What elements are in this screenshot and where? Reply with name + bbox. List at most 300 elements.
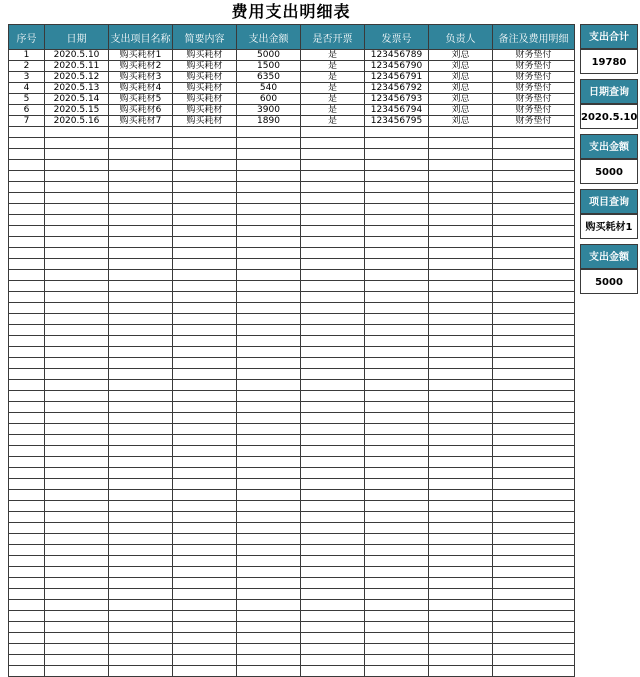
empty-cell[interactable] — [173, 149, 237, 160]
empty-cell[interactable] — [365, 666, 429, 677]
empty-cell[interactable] — [237, 446, 301, 457]
empty-cell[interactable] — [429, 149, 493, 160]
empty-cell[interactable] — [173, 182, 237, 193]
empty-cell[interactable] — [109, 391, 173, 402]
empty-cell[interactable] — [237, 380, 301, 391]
empty-cell[interactable] — [109, 193, 173, 204]
empty-cell[interactable] — [301, 160, 365, 171]
empty-cell[interactable] — [301, 171, 365, 182]
cell-date[interactable]: 2020.5.12 — [45, 72, 109, 83]
empty-cell[interactable] — [173, 325, 237, 336]
empty-cell[interactable] — [237, 127, 301, 138]
empty-cell[interactable] — [365, 314, 429, 325]
cell-owner[interactable]: 刘总 — [429, 50, 493, 61]
cell-date[interactable]: 2020.5.14 — [45, 94, 109, 105]
empty-cell[interactable] — [237, 391, 301, 402]
empty-cell[interactable] — [493, 281, 575, 292]
empty-cell[interactable] — [109, 259, 173, 270]
empty-cell[interactable] — [109, 446, 173, 457]
empty-cell[interactable] — [429, 358, 493, 369]
empty-cell[interactable] — [301, 622, 365, 633]
empty-cell[interactable] — [173, 512, 237, 523]
empty-cell[interactable] — [365, 237, 429, 248]
cell-item-name[interactable]: 购买耗材5 — [109, 94, 173, 105]
empty-cell[interactable] — [301, 435, 365, 446]
empty-cell[interactable] — [9, 578, 45, 589]
cell-owner[interactable]: 刘总 — [429, 83, 493, 94]
empty-cell[interactable] — [109, 512, 173, 523]
empty-cell[interactable] — [109, 336, 173, 347]
empty-cell[interactable] — [109, 644, 173, 655]
empty-cell[interactable] — [365, 600, 429, 611]
empty-cell[interactable] — [45, 292, 109, 303]
empty-cell[interactable] — [45, 501, 109, 512]
empty-cell[interactable] — [109, 523, 173, 534]
empty-cell[interactable] — [173, 160, 237, 171]
empty-cell[interactable] — [9, 391, 45, 402]
empty-cell[interactable] — [429, 655, 493, 666]
empty-cell[interactable] — [173, 237, 237, 248]
empty-cell[interactable] — [45, 589, 109, 600]
col-header-amount[interactable]: 支出金额 — [237, 25, 301, 50]
empty-cell[interactable] — [365, 303, 429, 314]
empty-cell[interactable] — [365, 380, 429, 391]
empty-cell[interactable] — [493, 556, 575, 567]
empty-cell[interactable] — [9, 633, 45, 644]
empty-cell[interactable] — [109, 457, 173, 468]
cell-index[interactable]: 2 — [9, 61, 45, 72]
empty-cell[interactable] — [173, 369, 237, 380]
cell-index[interactable]: 7 — [9, 116, 45, 127]
empty-cell[interactable] — [429, 160, 493, 171]
empty-cell[interactable] — [45, 534, 109, 545]
empty-cell[interactable] — [173, 336, 237, 347]
empty-cell[interactable] — [493, 303, 575, 314]
empty-cell[interactable] — [237, 303, 301, 314]
empty-cell[interactable] — [9, 611, 45, 622]
empty-cell[interactable] — [365, 259, 429, 270]
empty-cell[interactable] — [301, 270, 365, 281]
empty-cell[interactable] — [109, 468, 173, 479]
cell-invoiced[interactable]: 是 — [301, 105, 365, 116]
empty-cell[interactable] — [9, 424, 45, 435]
cell-item-name[interactable]: 购买耗材4 — [109, 83, 173, 94]
empty-cell[interactable] — [429, 281, 493, 292]
empty-cell[interactable] — [9, 490, 45, 501]
empty-cell[interactable] — [301, 523, 365, 534]
empty-cell[interactable] — [493, 369, 575, 380]
cell-invoice-no[interactable]: 123456790 — [365, 61, 429, 72]
empty-cell[interactable] — [493, 490, 575, 501]
empty-cell[interactable] — [109, 127, 173, 138]
empty-cell[interactable] — [493, 292, 575, 303]
empty-cell[interactable] — [9, 204, 45, 215]
empty-cell[interactable] — [237, 358, 301, 369]
empty-cell[interactable] — [429, 413, 493, 424]
cell-date[interactable]: 2020.5.10 — [45, 50, 109, 61]
cell-item-name[interactable]: 购买耗材6 — [109, 105, 173, 116]
cell-summary[interactable]: 购买耗材 — [173, 72, 237, 83]
empty-cell[interactable] — [9, 303, 45, 314]
cell-date[interactable]: 2020.5.11 — [45, 61, 109, 72]
empty-cell[interactable] — [173, 523, 237, 534]
empty-cell[interactable] — [237, 204, 301, 215]
empty-cell[interactable] — [9, 380, 45, 391]
empty-cell[interactable] — [9, 622, 45, 633]
empty-cell[interactable] — [237, 270, 301, 281]
empty-cell[interactable] — [429, 479, 493, 490]
empty-cell[interactable] — [237, 347, 301, 358]
empty-cell[interactable] — [301, 336, 365, 347]
empty-cell[interactable] — [237, 589, 301, 600]
empty-cell[interactable] — [109, 281, 173, 292]
empty-cell[interactable] — [9, 589, 45, 600]
empty-cell[interactable] — [365, 655, 429, 666]
empty-cell[interactable] — [109, 655, 173, 666]
empty-cell[interactable] — [45, 237, 109, 248]
empty-cell[interactable] — [301, 567, 365, 578]
col-header-owner[interactable]: 负责人 — [429, 25, 493, 50]
cell-summary[interactable]: 购买耗材 — [173, 105, 237, 116]
cell-amount[interactable]: 1500 — [237, 61, 301, 72]
empty-cell[interactable] — [9, 281, 45, 292]
empty-cell[interactable] — [109, 413, 173, 424]
cell-index[interactable]: 5 — [9, 94, 45, 105]
empty-cell[interactable] — [365, 160, 429, 171]
empty-cell[interactable] — [365, 446, 429, 457]
empty-cell[interactable] — [301, 314, 365, 325]
empty-cell[interactable] — [9, 358, 45, 369]
empty-cell[interactable] — [9, 468, 45, 479]
empty-cell[interactable] — [365, 402, 429, 413]
empty-cell[interactable] — [301, 534, 365, 545]
empty-cell[interactable] — [301, 292, 365, 303]
empty-cell[interactable] — [173, 655, 237, 666]
cell-item-name[interactable]: 购买耗材3 — [109, 72, 173, 83]
cell-summary[interactable]: 购买耗材 — [173, 61, 237, 72]
empty-cell[interactable] — [173, 435, 237, 446]
empty-cell[interactable] — [365, 523, 429, 534]
empty-cell[interactable] — [365, 534, 429, 545]
empty-cell[interactable] — [45, 204, 109, 215]
empty-cell[interactable] — [237, 666, 301, 677]
empty-cell[interactable] — [429, 336, 493, 347]
empty-cell[interactable] — [173, 545, 237, 556]
empty-cell[interactable] — [109, 578, 173, 589]
empty-cell[interactable] — [173, 622, 237, 633]
empty-cell[interactable] — [493, 171, 575, 182]
cell-invoiced[interactable]: 是 — [301, 61, 365, 72]
empty-cell[interactable] — [429, 534, 493, 545]
empty-cell[interactable] — [429, 545, 493, 556]
empty-cell[interactable] — [45, 391, 109, 402]
empty-cell[interactable] — [9, 259, 45, 270]
empty-cell[interactable] — [365, 567, 429, 578]
empty-cell[interactable] — [365, 171, 429, 182]
empty-cell[interactable] — [429, 589, 493, 600]
empty-cell[interactable] — [109, 567, 173, 578]
empty-cell[interactable] — [9, 512, 45, 523]
empty-cell[interactable] — [237, 413, 301, 424]
empty-cell[interactable] — [365, 248, 429, 259]
empty-cell[interactable] — [173, 292, 237, 303]
cell-summary[interactable]: 购买耗材 — [173, 116, 237, 127]
empty-cell[interactable] — [237, 578, 301, 589]
cell-invoiced[interactable]: 是 — [301, 50, 365, 61]
empty-cell[interactable] — [301, 325, 365, 336]
empty-cell[interactable] — [173, 138, 237, 149]
empty-cell[interactable] — [365, 556, 429, 567]
empty-cell[interactable] — [301, 391, 365, 402]
empty-cell[interactable] — [109, 325, 173, 336]
empty-cell[interactable] — [493, 600, 575, 611]
empty-cell[interactable] — [365, 281, 429, 292]
empty-cell[interactable] — [9, 193, 45, 204]
empty-cell[interactable] — [493, 204, 575, 215]
empty-cell[interactable] — [493, 325, 575, 336]
empty-cell[interactable] — [45, 270, 109, 281]
empty-cell[interactable] — [173, 281, 237, 292]
empty-cell[interactable] — [45, 424, 109, 435]
cell-owner[interactable]: 刘总 — [429, 94, 493, 105]
empty-cell[interactable] — [429, 666, 493, 677]
cell-invoice-no[interactable]: 123456792 — [365, 83, 429, 94]
empty-cell[interactable] — [109, 270, 173, 281]
cell-summary[interactable]: 购买耗材 — [173, 50, 237, 61]
empty-cell[interactable] — [365, 545, 429, 556]
empty-cell[interactable] — [365, 512, 429, 523]
empty-cell[interactable] — [365, 149, 429, 160]
empty-cell[interactable] — [301, 281, 365, 292]
cell-amount[interactable]: 5000 — [237, 50, 301, 61]
empty-cell[interactable] — [301, 127, 365, 138]
empty-cell[interactable] — [301, 655, 365, 666]
empty-cell[interactable] — [301, 248, 365, 259]
empty-cell[interactable] — [237, 149, 301, 160]
cell-notes[interactable]: 财务垫付 — [493, 94, 575, 105]
empty-cell[interactable] — [301, 149, 365, 160]
empty-cell[interactable] — [45, 325, 109, 336]
empty-cell[interactable] — [45, 611, 109, 622]
empty-cell[interactable] — [493, 138, 575, 149]
empty-cell[interactable] — [301, 369, 365, 380]
empty-cell[interactable] — [9, 446, 45, 457]
cell-amount[interactable]: 600 — [237, 94, 301, 105]
empty-cell[interactable] — [237, 314, 301, 325]
empty-cell[interactable] — [493, 567, 575, 578]
empty-cell[interactable] — [45, 666, 109, 677]
empty-cell[interactable] — [9, 347, 45, 358]
empty-cell[interactable] — [45, 457, 109, 468]
empty-cell[interactable] — [493, 248, 575, 259]
empty-cell[interactable] — [365, 127, 429, 138]
empty-cell[interactable] — [237, 545, 301, 556]
empty-cell[interactable] — [301, 479, 365, 490]
empty-cell[interactable] — [45, 523, 109, 534]
empty-cell[interactable] — [429, 292, 493, 303]
empty-cell[interactable] — [365, 479, 429, 490]
empty-cell[interactable] — [429, 325, 493, 336]
empty-cell[interactable] — [429, 556, 493, 567]
empty-cell[interactable] — [45, 303, 109, 314]
empty-cell[interactable] — [365, 490, 429, 501]
cell-owner[interactable]: 刘总 — [429, 72, 493, 83]
empty-cell[interactable] — [429, 171, 493, 182]
empty-cell[interactable] — [109, 479, 173, 490]
empty-cell[interactable] — [493, 270, 575, 281]
empty-cell[interactable] — [9, 149, 45, 160]
empty-cell[interactable] — [173, 534, 237, 545]
empty-cell[interactable] — [9, 435, 45, 446]
empty-cell[interactable] — [365, 589, 429, 600]
empty-cell[interactable] — [237, 523, 301, 534]
empty-cell[interactable] — [45, 182, 109, 193]
item-amount-value[interactable]: 5000 — [580, 269, 638, 294]
empty-cell[interactable] — [365, 336, 429, 347]
cell-notes[interactable]: 财务垫付 — [493, 83, 575, 94]
empty-cell[interactable] — [365, 325, 429, 336]
empty-cell[interactable] — [173, 204, 237, 215]
empty-cell[interactable] — [237, 160, 301, 171]
cell-index[interactable]: 1 — [9, 50, 45, 61]
empty-cell[interactable] — [237, 193, 301, 204]
empty-cell[interactable] — [429, 501, 493, 512]
empty-cell[interactable] — [493, 413, 575, 424]
empty-cell[interactable] — [9, 644, 45, 655]
empty-cell[interactable] — [301, 578, 365, 589]
empty-cell[interactable] — [45, 160, 109, 171]
empty-cell[interactable] — [237, 171, 301, 182]
empty-cell[interactable] — [109, 182, 173, 193]
empty-cell[interactable] — [301, 347, 365, 358]
cell-amount[interactable]: 6350 — [237, 72, 301, 83]
empty-cell[interactable] — [493, 468, 575, 479]
empty-cell[interactable] — [173, 644, 237, 655]
empty-cell[interactable] — [493, 512, 575, 523]
empty-cell[interactable] — [365, 270, 429, 281]
empty-cell[interactable] — [301, 138, 365, 149]
empty-cell[interactable] — [109, 237, 173, 248]
empty-cell[interactable] — [429, 347, 493, 358]
empty-cell[interactable] — [9, 336, 45, 347]
empty-cell[interactable] — [301, 446, 365, 457]
empty-cell[interactable] — [301, 193, 365, 204]
empty-cell[interactable] — [109, 600, 173, 611]
empty-cell[interactable] — [173, 358, 237, 369]
empty-cell[interactable] — [301, 468, 365, 479]
empty-cell[interactable] — [109, 501, 173, 512]
empty-cell[interactable] — [9, 182, 45, 193]
empty-cell[interactable] — [9, 666, 45, 677]
empty-cell[interactable] — [109, 215, 173, 226]
empty-cell[interactable] — [173, 501, 237, 512]
empty-cell[interactable] — [301, 358, 365, 369]
empty-cell[interactable] — [365, 468, 429, 479]
empty-cell[interactable] — [45, 358, 109, 369]
empty-cell[interactable] — [45, 644, 109, 655]
cell-notes[interactable]: 财务垫付 — [493, 72, 575, 83]
empty-cell[interactable] — [301, 556, 365, 567]
empty-cell[interactable] — [45, 336, 109, 347]
cell-amount[interactable]: 540 — [237, 83, 301, 94]
empty-cell[interactable] — [173, 424, 237, 435]
empty-cell[interactable] — [365, 391, 429, 402]
empty-cell[interactable] — [109, 314, 173, 325]
empty-cell[interactable] — [365, 347, 429, 358]
empty-cell[interactable] — [45, 655, 109, 666]
empty-cell[interactable] — [9, 567, 45, 578]
empty-cell[interactable] — [493, 314, 575, 325]
empty-cell[interactable] — [493, 633, 575, 644]
empty-cell[interactable] — [109, 545, 173, 556]
empty-cell[interactable] — [45, 314, 109, 325]
empty-cell[interactable] — [429, 424, 493, 435]
empty-cell[interactable] — [301, 259, 365, 270]
empty-cell[interactable] — [45, 347, 109, 358]
empty-cell[interactable] — [9, 501, 45, 512]
empty-cell[interactable] — [9, 369, 45, 380]
empty-cell[interactable] — [237, 534, 301, 545]
empty-cell[interactable] — [9, 171, 45, 182]
empty-cell[interactable] — [493, 182, 575, 193]
empty-cell[interactable] — [9, 237, 45, 248]
total-expense-value[interactable]: 19780 — [580, 49, 638, 74]
empty-cell[interactable] — [493, 127, 575, 138]
empty-cell[interactable] — [365, 413, 429, 424]
empty-cell[interactable] — [237, 600, 301, 611]
empty-cell[interactable] — [365, 193, 429, 204]
empty-cell[interactable] — [493, 336, 575, 347]
empty-cell[interactable] — [45, 380, 109, 391]
empty-cell[interactable] — [237, 138, 301, 149]
empty-cell[interactable] — [45, 171, 109, 182]
empty-cell[interactable] — [109, 138, 173, 149]
empty-cell[interactable] — [45, 149, 109, 160]
empty-cell[interactable] — [429, 369, 493, 380]
empty-cell[interactable] — [173, 556, 237, 567]
cell-notes[interactable]: 财务垫付 — [493, 105, 575, 116]
empty-cell[interactable] — [301, 303, 365, 314]
empty-cell[interactable] — [493, 534, 575, 545]
empty-cell[interactable] — [429, 314, 493, 325]
cell-invoice-no[interactable]: 123456795 — [365, 116, 429, 127]
empty-cell[interactable] — [45, 226, 109, 237]
empty-cell[interactable] — [173, 380, 237, 391]
empty-cell[interactable] — [109, 292, 173, 303]
empty-cell[interactable] — [493, 611, 575, 622]
empty-cell[interactable] — [493, 622, 575, 633]
empty-cell[interactable] — [301, 402, 365, 413]
empty-cell[interactable] — [173, 611, 237, 622]
empty-cell[interactable] — [173, 457, 237, 468]
empty-cell[interactable] — [365, 644, 429, 655]
empty-cell[interactable] — [429, 259, 493, 270]
empty-cell[interactable] — [45, 567, 109, 578]
empty-cell[interactable] — [109, 490, 173, 501]
cell-summary[interactable]: 购买耗材 — [173, 83, 237, 94]
empty-cell[interactable] — [301, 611, 365, 622]
empty-cell[interactable] — [173, 589, 237, 600]
empty-cell[interactable] — [109, 358, 173, 369]
empty-cell[interactable] — [365, 424, 429, 435]
empty-cell[interactable] — [429, 523, 493, 534]
cell-date[interactable]: 2020.5.13 — [45, 83, 109, 94]
cell-invoiced[interactable]: 是 — [301, 72, 365, 83]
empty-cell[interactable] — [237, 556, 301, 567]
empty-cell[interactable] — [9, 314, 45, 325]
empty-cell[interactable] — [173, 303, 237, 314]
empty-cell[interactable] — [301, 237, 365, 248]
